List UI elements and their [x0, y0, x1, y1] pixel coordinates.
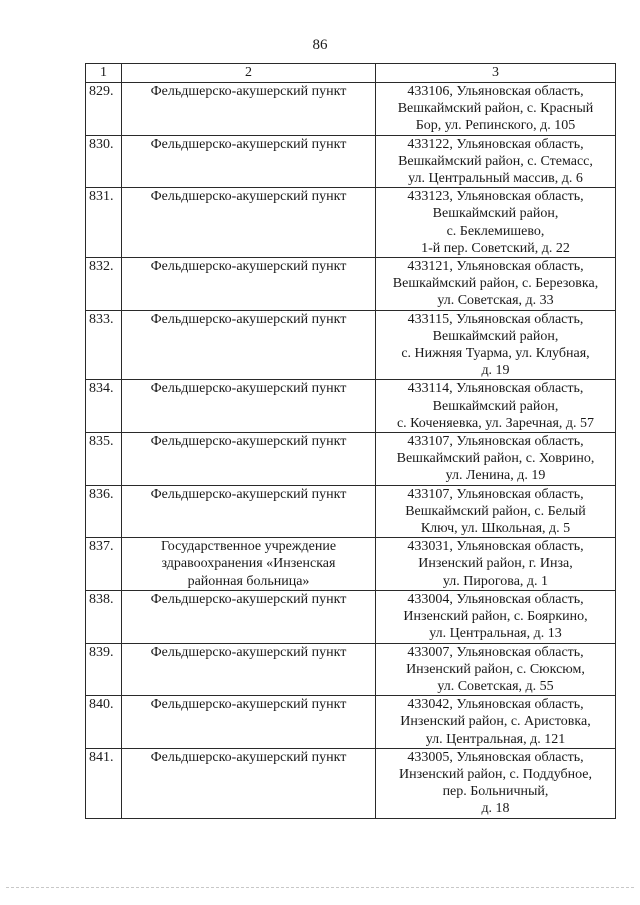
- institution-name: Фельдшерско-акушерский пункт: [122, 135, 376, 188]
- institution-address: 433122, Ульяновская область, Вешкаймский район, с. Стемасс, ул. Центральный массив, д. 6: [376, 135, 616, 188]
- institution-name: Фельдшерско-акушерский пункт: [122, 485, 376, 538]
- column-header-address: 3: [376, 64, 616, 83]
- institution-name: Фельдшерско-акушерский пункт: [122, 83, 376, 136]
- institution-name: Фельдшерско-акушерский пункт: [122, 590, 376, 643]
- row-number: 841.: [86, 748, 122, 818]
- institution-address: 433007, Ульяновская область, Инзенский район, с. Сюксюм, ул. Советская, д. 55: [376, 643, 616, 696]
- institution-name: Фельдшерско-акушерский пункт: [122, 310, 376, 380]
- row-number: 830.: [86, 135, 122, 188]
- institution-name: Фельдшерско-акушерский пункт: [122, 380, 376, 433]
- page-number: 86: [312, 37, 328, 53]
- table-row: [86, 590, 616, 643]
- institution-name: Фельдшерско-акушерский пункт: [122, 643, 376, 696]
- institution-address: 433107, Ульяновская область, Вешкаймский район, с. Ховрино, ул. Ленина, д. 19: [376, 433, 616, 486]
- column-header-name: 2: [122, 64, 376, 83]
- row-number: 832.: [86, 258, 122, 311]
- column-header-number: 1: [86, 64, 122, 83]
- table-row: [86, 433, 616, 486]
- institution-address: 433004, Ульяновская область, Инзенский район, с. Бояркино, ул. Центральная, д. 13: [376, 590, 616, 643]
- registry-table: [85, 63, 616, 819]
- scan-edge-line: [6, 887, 634, 888]
- row-number: 836.: [86, 485, 122, 538]
- row-number: 838.: [86, 590, 122, 643]
- row-number: 835.: [86, 433, 122, 486]
- row-number: 840.: [86, 696, 122, 749]
- row-number: 834.: [86, 380, 122, 433]
- institution-address: 433042, Ульяновская область, Инзенский район, с. Аристовка, ул. Центральная, д. 121: [376, 696, 616, 749]
- table-row: [86, 258, 616, 311]
- table-row: [86, 83, 616, 136]
- row-number: 829.: [86, 83, 122, 136]
- institution-address: 433005, Ульяновская область, Инзенский район, с. Поддубное, пер. Больничный, д. 18: [376, 748, 616, 818]
- table-row: [86, 380, 616, 433]
- institution-address: 433106, Ульяновская область, Вешкаймский район, с. Красный Бор, ул. Репинского, д. 105: [376, 83, 616, 136]
- table-row: [86, 538, 616, 591]
- institution-address: 433107, Ульяновская область, Вешкаймский район, с. Белый Ключ, ул. Школьная, д. 5: [376, 485, 616, 538]
- row-number: 831.: [86, 188, 122, 258]
- table-row: [86, 188, 616, 258]
- table-row: [86, 643, 616, 696]
- table-row: [86, 748, 616, 818]
- institution-address: 433114, Ульяновская область, Вешкаймский район, с. Коченяевка, ул. Заречная, д. 57: [376, 380, 616, 433]
- row-number: 837.: [86, 538, 122, 591]
- institution-name: Фельдшерско-акушерский пункт: [122, 433, 376, 486]
- table-row: [86, 135, 616, 188]
- institution-name: Фельдшерско-акушерский пункт: [122, 258, 376, 311]
- table-row: [86, 485, 616, 538]
- institution-address: 433121, Ульяновская область, Вешкаймский район, с. Березовка, ул. Советская, д. 33: [376, 258, 616, 311]
- table-row: [86, 310, 616, 380]
- institution-name: Фельдшерско-акушерский пункт: [122, 696, 376, 749]
- institution-name: Фельдшерско-акушерский пункт: [122, 748, 376, 818]
- institution-address: 433123, Ульяновская область, Вешкаймский район, с. Беклемишево, 1-й пер. Советский, д. 22: [376, 188, 616, 258]
- row-number: 833.: [86, 310, 122, 380]
- institution-name: Государственное учреждение здравоохранения «Инзенская районная больница»: [122, 538, 376, 591]
- institution-address: 433115, Ульяновская область, Вешкаймский район, с. Нижняя Туарма, ул. Клубная, д. 19: [376, 310, 616, 380]
- institution-name: Фельдшерско-акушерский пункт: [122, 188, 376, 258]
- table-header-row: [86, 64, 616, 83]
- row-number: 839.: [86, 643, 122, 696]
- institution-address: 433031, Ульяновская область, Инзенский район, г. Инза, ул. Пирогова, д. 1: [376, 538, 616, 591]
- table-row: [86, 696, 616, 749]
